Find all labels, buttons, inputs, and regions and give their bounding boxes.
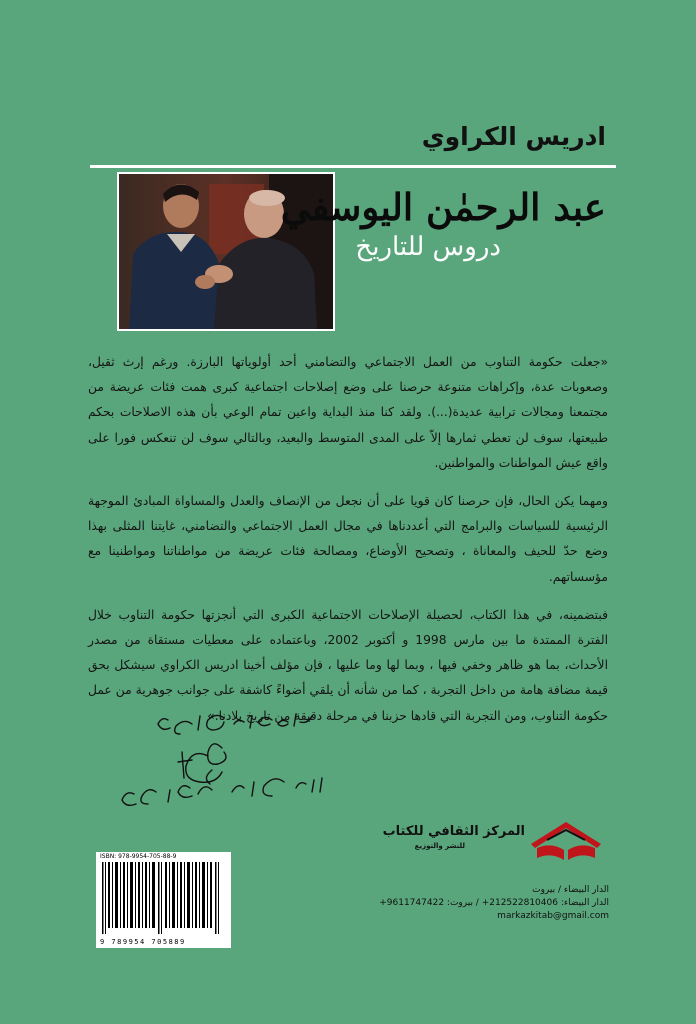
author-name: ادريس الكراوي	[421, 122, 606, 151]
contact-email: markazkitab@gmail.com	[497, 911, 609, 921]
publisher-name: المركز الثقافي للكتاب	[382, 824, 525, 839]
book-subtitle: دروس للتاريخ	[355, 232, 501, 262]
handwritten-signature	[112, 708, 342, 828]
barcode-number: 9 789954 705889	[100, 938, 186, 946]
publisher-block	[340, 818, 605, 868]
blurb-paragraph: ومهما يكن الحال، فإن حرصنا كان قويا على أن نجعل من الإنصاف والعدل والمساواة المبادئ الموجهة الرئيسية للسياسات والبرامج التي أعددناها في مجال العمل الاجتماعي والتضامني، غايتنا المثلى بهذا وضع حدّ للحيف والمعاناة ، وتصحيح الأوضاع، ومصالحة فئات عريضة من مواطناتنا ومواطنينا مع مؤسساتهم.	[88, 494, 608, 584]
blurb-paragraph: «جعلت حكومة التناوب من العمل الاجتماعي والتضامني أحد أولوياتها البارزة. ورغم إرث ثقيل، وصعوبات عدة، وإكراهات متنوعة حرصنا على وضع إصلاحات اجتماعية كبرى همت فئات عريضة من مجتمعنا ومجالات ترابية عديدة(...). ولقد كنا منذ البداية واعين تمام الوعي بأن هذه الاصلاحات بحكم طبيعتها، سوف لن تعطي ثمارها إلاّ على المدى المتوسط والبعيد، وبالتالي سوف لن تنعكس فورا على واقع عيش المواطنات والمواطنين.	[88, 355, 608, 470]
isbn-label: ISBN: 978-9954-705-88-9	[100, 853, 177, 860]
contact-cities: الدار البيضاء / بيروت	[532, 885, 609, 895]
book-title: عبد الرحمٰن اليوسفي	[280, 185, 606, 229]
blurb-text	[88, 350, 608, 742]
publisher-contacts	[316, 884, 609, 923]
contact-phones: الدار البيضاء: 212522810406+ / بيروت: 9611747422+	[379, 898, 609, 908]
isbn-barcode	[96, 852, 231, 948]
header-divider	[90, 165, 616, 168]
open-book-logo-icon	[527, 818, 605, 862]
blurb-paragraph: فبتضمينه، في هذا الكتاب، لحصيلة الإصلاحات الاجتماعية الكبرى التي أنجزتها حكومة التناوب خلال الفترة الممتدة ما بين مارس 1998 و أكتوبر 2002، وباعتماده على معطيات مستقاة من مصدر الأحداث، بما هو ظاهر وخفي فيها ، وبما لها وما عليها ، فإن مؤلف أخينا ادريس الكراوي سيشكل بحق قيمة مضافة هامة من داخل التجربة ، كما من شأنه أن يلقي أضواءً كاشفة على جوانب جوهرية من عمل حكومة التناوب، ومن التجربة التي قادها حزبنا في مرحلة دقيقة من تاريخ بلادنا.»	[88, 607, 608, 723]
publisher-subname: للنشر والتوزيع	[414, 842, 465, 850]
